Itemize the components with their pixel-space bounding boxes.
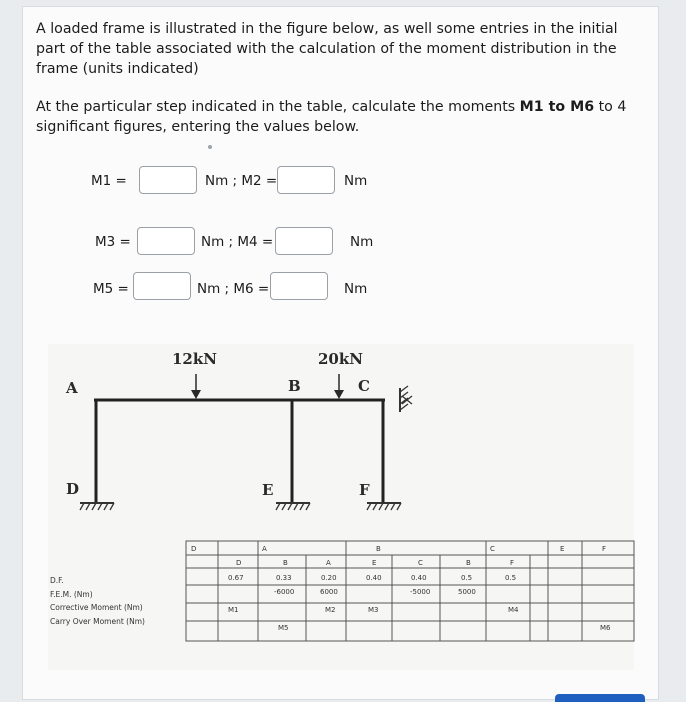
m2-unit: Nm: [344, 173, 368, 189]
member-end-b: B: [283, 559, 288, 567]
m4-unit: Nm: [350, 234, 374, 250]
support-e-icon: [276, 503, 310, 510]
df-value: 0.40: [411, 574, 427, 582]
load-12kn-arrow-head: [191, 390, 201, 399]
df-value: 0.20: [321, 574, 337, 582]
corrective-m4: M4: [508, 606, 519, 614]
m4-label: Nm ; M4 =: [201, 234, 274, 250]
corrective-m2: M2: [325, 606, 336, 614]
df-value: 0.33: [276, 574, 292, 582]
member-end-e: E: [372, 559, 377, 567]
m1-label: M1 =: [91, 173, 127, 189]
node-b-label: B: [288, 377, 301, 395]
instruction-text-start: At the particular step indicated in the table, calculate the moments: [36, 99, 520, 115]
df-value: 0.40: [366, 574, 382, 582]
load-20kn-arrow-head: [334, 390, 344, 399]
df-value: 0.67: [228, 574, 244, 582]
node-e-label: E: [262, 481, 274, 499]
node-a-label: A: [66, 379, 78, 397]
member-end-d: D: [236, 559, 242, 567]
m2-label: Nm ; M2 =: [205, 173, 278, 189]
carry-over-m5: M5: [278, 624, 289, 632]
row-label-df: D.F.: [50, 576, 64, 585]
carry-over-m6: M6: [600, 624, 611, 632]
node-d-label: D: [66, 480, 80, 498]
load-12kn-label: 12kN: [172, 350, 217, 368]
instruction-text-end: to 4 significant figures, entering the values below.: [36, 99, 627, 135]
joint-header-a: A: [262, 545, 267, 553]
member-end-f: F: [510, 559, 515, 567]
fem-value: 5000: [458, 588, 476, 596]
m5-label: M5 =: [93, 281, 129, 297]
m3-label: M3 =: [95, 234, 131, 250]
m6-label: Nm ; M6 =: [197, 281, 270, 297]
fem-value: -5000: [410, 588, 431, 596]
member-end-c: C: [418, 559, 423, 567]
joint-header-c: C: [490, 545, 495, 553]
df-value: 0.5: [461, 574, 473, 582]
df-value: 0.5: [505, 574, 517, 582]
row-label-corrective: Corrective Moment (Nm): [50, 603, 143, 612]
joint-header-b: B: [376, 545, 381, 553]
fem-value: -6000: [274, 588, 295, 596]
support-d-icon: [80, 503, 114, 510]
load-20kn-label: 20kN: [318, 350, 363, 368]
support-c-wall-icon: [400, 386, 412, 412]
fem-value: 6000: [320, 588, 338, 596]
submit-button[interactable]: [555, 694, 645, 702]
corrective-m1: M1: [228, 606, 239, 614]
member-end-b2: B: [466, 559, 471, 567]
corrective-m3: M3: [368, 606, 379, 614]
m6-unit: Nm: [344, 281, 368, 297]
member-end-a: A: [326, 559, 331, 567]
instruction-bold-moments: M1 to M6: [519, 99, 595, 115]
node-f-label: F: [359, 481, 370, 499]
row-label-carry-over: Carry Over Moment (Nm): [50, 617, 145, 626]
joint-header-e: E: [560, 545, 565, 553]
support-f-icon: [367, 503, 401, 510]
question-intro: A loaded frame is illustrated in the figure below, as well some entries in the initial part of the table associated with the calculation of the moment distribution in the frame (units indicated): [36, 21, 618, 77]
node-c-label: C: [358, 377, 370, 395]
joint-header-f: F: [602, 545, 607, 553]
joint-header-d: D: [191, 545, 197, 553]
row-label-fem: F.E.M. (Nm): [50, 590, 93, 599]
